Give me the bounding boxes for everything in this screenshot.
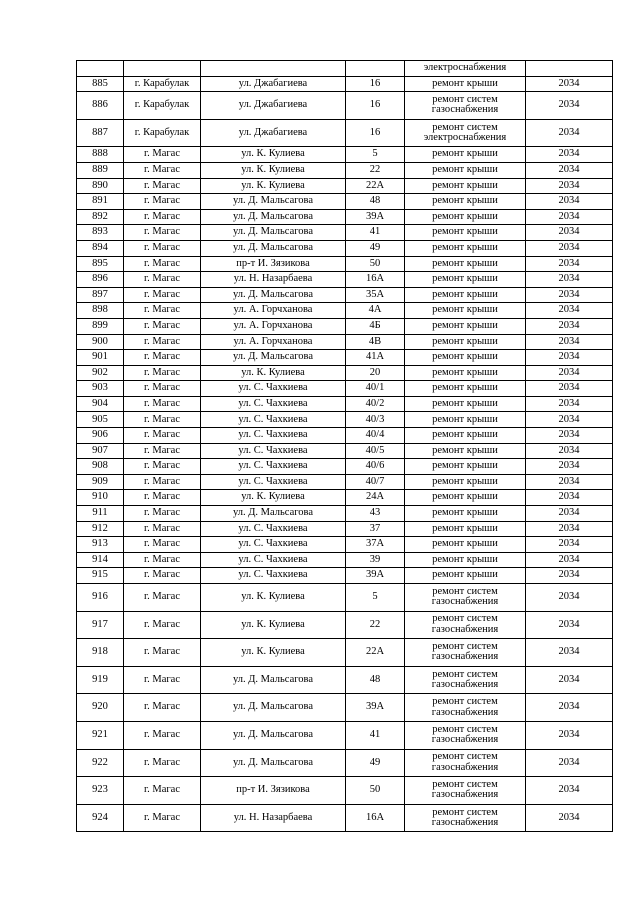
cell-city: г. Магас [124, 194, 201, 210]
cell-number: 909 [77, 474, 124, 490]
cell-work-type: ремонт крыши [405, 287, 526, 303]
table-row [77, 777, 613, 805]
cell-street: ул. Д. Мальсагова [201, 749, 346, 777]
cell-year: 2034 [526, 240, 613, 256]
cell-house: 4А [346, 303, 405, 319]
cell-house: 48 [346, 194, 405, 210]
cell-work-type: электроснабжения [405, 61, 526, 77]
cell-city: г. Магас [124, 749, 201, 777]
table-row [77, 584, 613, 612]
cell-city: г. Магас [124, 209, 201, 225]
cell-number: 897 [77, 287, 124, 303]
cell-house: 5 [346, 584, 405, 612]
cell-house: 37 [346, 521, 405, 537]
table-row [77, 490, 613, 506]
cell-street: ул. С. Чахкиева [201, 521, 346, 537]
cell-street: ул. С. Чахкиева [201, 412, 346, 428]
cell-work-type: ремонт крыши [405, 474, 526, 490]
cell-street: ул. Д. Мальсагова [201, 721, 346, 749]
table-row [77, 521, 613, 537]
cell-street: ул. Д. Мальсагова [201, 194, 346, 210]
cell-street: ул. К. Кулиева [201, 162, 346, 178]
cell-city: г. Магас [124, 381, 201, 397]
table-row [77, 194, 613, 210]
cell-street: ул. К. Кулиева [201, 611, 346, 639]
cell-number: 910 [77, 490, 124, 506]
table-row [77, 428, 613, 444]
table-row [77, 334, 613, 350]
cell-house: 39А [346, 694, 405, 722]
cell-year: 2034 [526, 443, 613, 459]
cell-work-type: ремонт крыши [405, 365, 526, 381]
table-row [77, 381, 613, 397]
cell-work-type: ремонт систем газоснабжения [405, 749, 526, 777]
table-row [77, 396, 613, 412]
cell-work-type: ремонт систем газоснабжения [405, 611, 526, 639]
cell-work-type: ремонт крыши [405, 412, 526, 428]
table-row [77, 639, 613, 667]
cell-number: 886 [77, 92, 124, 120]
cell-year: 2034 [526, 459, 613, 475]
cell-work-type: ремонт крыши [405, 178, 526, 194]
cell-street: ул. К. Кулиева [201, 584, 346, 612]
table-body [77, 61, 613, 832]
cell-street: ул. С. Чахкиева [201, 474, 346, 490]
cell-house: 50 [346, 256, 405, 272]
cell-number: 894 [77, 240, 124, 256]
cell-work-type: ремонт крыши [405, 272, 526, 288]
cell-city: г. Магас [124, 474, 201, 490]
cell-number: 919 [77, 666, 124, 694]
cell-street: ул. С. Чахкиева [201, 459, 346, 475]
cell-city: г. Магас [124, 537, 201, 553]
cell-house: 41 [346, 721, 405, 749]
cell-street: ул. А. Горчханова [201, 303, 346, 319]
cell-number: 915 [77, 568, 124, 584]
table-row [77, 92, 613, 120]
table-row [77, 209, 613, 225]
cell-city: г. Магас [124, 459, 201, 475]
cell-house [346, 61, 405, 77]
cell-work-type: ремонт систем газоснабжения [405, 666, 526, 694]
cell-year: 2034 [526, 506, 613, 522]
table-row [77, 350, 613, 366]
cell-work-type: ремонт крыши [405, 209, 526, 225]
cell-year [526, 61, 613, 77]
cell-city: г. Магас [124, 611, 201, 639]
cell-house: 40/1 [346, 381, 405, 397]
cell-year: 2034 [526, 611, 613, 639]
cell-street: ул. Н. Назарбаева [201, 804, 346, 832]
cell-number: 899 [77, 318, 124, 334]
cell-city: г. Магас [124, 334, 201, 350]
cell-number: 885 [77, 76, 124, 92]
table-row [77, 721, 613, 749]
cell-street: ул. Джабагиева [201, 76, 346, 92]
cell-year: 2034 [526, 552, 613, 568]
cell-year: 2034 [526, 209, 613, 225]
cell-number: 888 [77, 147, 124, 163]
cell-house: 40/6 [346, 459, 405, 475]
cell-year: 2034 [526, 334, 613, 350]
cell-street: ул. Д. Мальсагова [201, 287, 346, 303]
cell-year: 2034 [526, 194, 613, 210]
cell-street: ул. А. Горчханова [201, 334, 346, 350]
cell-work-type: ремонт крыши [405, 350, 526, 366]
cell-work-type: ремонт крыши [405, 396, 526, 412]
cell-number: 912 [77, 521, 124, 537]
cell-street: ул. Д. Мальсагова [201, 240, 346, 256]
cell-house: 40/3 [346, 412, 405, 428]
cell-year: 2034 [526, 147, 613, 163]
cell-city: г. Магас [124, 412, 201, 428]
cell-year: 2034 [526, 396, 613, 412]
cell-work-type: ремонт систем газоснабжения [405, 721, 526, 749]
cell-street: ул. Д. Мальсагова [201, 225, 346, 241]
cell-street: ул. Джабагиева [201, 119, 346, 147]
cell-city: г. Магас [124, 147, 201, 163]
cell-house: 41 [346, 225, 405, 241]
table-row [77, 506, 613, 522]
table-row [77, 459, 613, 475]
cell-work-type: ремонт крыши [405, 303, 526, 319]
cell-street: ул. Д. Мальсагова [201, 666, 346, 694]
cell-year: 2034 [526, 428, 613, 444]
cell-city: г. Магас [124, 639, 201, 667]
cell-house: 22 [346, 162, 405, 178]
cell-number: 911 [77, 506, 124, 522]
cell-number: 891 [77, 194, 124, 210]
cell-city: г. Магас [124, 666, 201, 694]
cell-city: г. Магас [124, 694, 201, 722]
table-row [77, 412, 613, 428]
cell-house: 22 [346, 611, 405, 639]
table-row [77, 474, 613, 490]
cell-work-type: ремонт систем газоснабжения [405, 639, 526, 667]
cell-number: 900 [77, 334, 124, 350]
table-row [77, 240, 613, 256]
cell-house: 22А [346, 639, 405, 667]
cell-year: 2034 [526, 694, 613, 722]
cell-work-type: ремонт крыши [405, 506, 526, 522]
cell-work-type: ремонт систем газоснабжения [405, 92, 526, 120]
cell-number: 901 [77, 350, 124, 366]
cell-year: 2034 [526, 804, 613, 832]
cell-street: ул. С. Чахкиева [201, 568, 346, 584]
cell-city: г. Магас [124, 490, 201, 506]
cell-street: ул. К. Кулиева [201, 178, 346, 194]
cell-city [124, 61, 201, 77]
cell-city: г. Магас [124, 804, 201, 832]
cell-number: 918 [77, 639, 124, 667]
cell-street: пр-т И. Зязикова [201, 777, 346, 805]
cell-work-type: ремонт крыши [405, 256, 526, 272]
cell-house: 5 [346, 147, 405, 163]
cell-work-type: ремонт крыши [405, 428, 526, 444]
table-row [77, 365, 613, 381]
table-row [77, 611, 613, 639]
cell-house: 40/2 [346, 396, 405, 412]
cell-year: 2034 [526, 287, 613, 303]
table-row [77, 147, 613, 163]
cell-year: 2034 [526, 537, 613, 553]
cell-work-type: ремонт крыши [405, 537, 526, 553]
cell-street: пр-т И. Зязикова [201, 256, 346, 272]
cell-house: 4В [346, 334, 405, 350]
data-table [76, 60, 613, 832]
cell-city: г. Магас [124, 552, 201, 568]
cell-house: 40/4 [346, 428, 405, 444]
cell-city: г. Магас [124, 240, 201, 256]
cell-work-type: ремонт систем газоснабжения [405, 584, 526, 612]
cell-city: г. Магас [124, 506, 201, 522]
cell-city: г. Магас [124, 225, 201, 241]
cell-city: г. Магас [124, 318, 201, 334]
table-row [77, 119, 613, 147]
cell-work-type: ремонт крыши [405, 381, 526, 397]
cell-year: 2034 [526, 474, 613, 490]
cell-house: 16А [346, 272, 405, 288]
cell-number: 904 [77, 396, 124, 412]
cell-work-type: ремонт систем газоснабжения [405, 804, 526, 832]
cell-work-type: ремонт крыши [405, 318, 526, 334]
cell-work-type: ремонт систем электроснабжения [405, 119, 526, 147]
cell-street: ул. Д. Мальсагова [201, 209, 346, 225]
cell-house: 4Б [346, 318, 405, 334]
cell-house: 16А [346, 804, 405, 832]
cell-street: ул. Д. Мальсагова [201, 506, 346, 522]
cell-year: 2034 [526, 568, 613, 584]
cell-number: 923 [77, 777, 124, 805]
cell-city: г. Магас [124, 287, 201, 303]
cell-number: 893 [77, 225, 124, 241]
cell-number: 922 [77, 749, 124, 777]
cell-number: 908 [77, 459, 124, 475]
cell-city: г. Магас [124, 256, 201, 272]
cell-house: 37А [346, 537, 405, 553]
cell-number: 895 [77, 256, 124, 272]
cell-street: ул. А. Горчханова [201, 318, 346, 334]
cell-city: г. Карабулак [124, 92, 201, 120]
cell-work-type: ремонт систем газоснабжения [405, 777, 526, 805]
cell-street: ул. С. Чахкиева [201, 443, 346, 459]
cell-work-type: ремонт крыши [405, 147, 526, 163]
cell-city: г. Магас [124, 365, 201, 381]
cell-work-type: ремонт крыши [405, 459, 526, 475]
cell-year: 2034 [526, 92, 613, 120]
cell-year: 2034 [526, 119, 613, 147]
table-row [77, 287, 613, 303]
cell-house: 50 [346, 777, 405, 805]
cell-year: 2034 [526, 639, 613, 667]
cell-house: 24А [346, 490, 405, 506]
cell-number: 902 [77, 365, 124, 381]
cell-work-type: ремонт систем газоснабжения [405, 694, 526, 722]
cell-year: 2034 [526, 178, 613, 194]
cell-street: ул. К. Кулиева [201, 365, 346, 381]
cell-house: 48 [346, 666, 405, 694]
cell-street [201, 61, 346, 77]
cell-city: г. Магас [124, 272, 201, 288]
cell-street: ул. С. Чахкиева [201, 381, 346, 397]
cell-work-type: ремонт крыши [405, 568, 526, 584]
cell-work-type: ремонт крыши [405, 194, 526, 210]
cell-house: 22А [346, 178, 405, 194]
cell-year: 2034 [526, 272, 613, 288]
cell-house: 49 [346, 749, 405, 777]
cell-year: 2034 [526, 721, 613, 749]
table-row-continuation [77, 61, 613, 77]
cell-street: ул. К. Кулиева [201, 147, 346, 163]
cell-street: ул. К. Кулиева [201, 490, 346, 506]
cell-year: 2034 [526, 303, 613, 319]
table-row [77, 162, 613, 178]
cell-street: ул. С. Чахкиева [201, 396, 346, 412]
table-row [77, 76, 613, 92]
cell-work-type: ремонт крыши [405, 521, 526, 537]
cell-street: ул. Д. Мальсагова [201, 694, 346, 722]
cell-house: 16 [346, 92, 405, 120]
cell-house: 39А [346, 209, 405, 225]
table-row [77, 303, 613, 319]
cell-number: 905 [77, 412, 124, 428]
cell-house: 49 [346, 240, 405, 256]
cell-number: 921 [77, 721, 124, 749]
cell-street: ул. К. Кулиева [201, 639, 346, 667]
cell-work-type: ремонт крыши [405, 240, 526, 256]
cell-city: г. Карабулак [124, 119, 201, 147]
cell-year: 2034 [526, 381, 613, 397]
cell-house: 39А [346, 568, 405, 584]
cell-city: г. Магас [124, 162, 201, 178]
cell-year: 2034 [526, 350, 613, 366]
table-row [77, 552, 613, 568]
table-row [77, 568, 613, 584]
cell-city: г. Магас [124, 443, 201, 459]
cell-number [77, 61, 124, 77]
cell-number: 907 [77, 443, 124, 459]
cell-year: 2034 [526, 777, 613, 805]
cell-work-type: ремонт крыши [405, 225, 526, 241]
cell-city: г. Магас [124, 584, 201, 612]
cell-city: г. Магас [124, 568, 201, 584]
cell-number: 906 [77, 428, 124, 444]
table-row [77, 272, 613, 288]
cell-street: ул. Д. Мальсагова [201, 350, 346, 366]
cell-year: 2034 [526, 749, 613, 777]
cell-number: 889 [77, 162, 124, 178]
cell-number: 887 [77, 119, 124, 147]
table-row [77, 537, 613, 553]
cell-number: 892 [77, 209, 124, 225]
cell-number: 913 [77, 537, 124, 553]
cell-city: г. Магас [124, 777, 201, 805]
cell-work-type: ремонт крыши [405, 334, 526, 350]
cell-street: ул. С. Чахкиева [201, 537, 346, 553]
cell-city: г. Магас [124, 178, 201, 194]
cell-year: 2034 [526, 490, 613, 506]
cell-number: 917 [77, 611, 124, 639]
table-row [77, 256, 613, 272]
cell-house: 20 [346, 365, 405, 381]
cell-year: 2034 [526, 584, 613, 612]
cell-number: 914 [77, 552, 124, 568]
cell-work-type: ремонт крыши [405, 76, 526, 92]
cell-house: 16 [346, 119, 405, 147]
table-row [77, 804, 613, 832]
cell-number: 916 [77, 584, 124, 612]
cell-house: 16 [346, 76, 405, 92]
cell-number: 920 [77, 694, 124, 722]
cell-city: г. Магас [124, 350, 201, 366]
table-row [77, 443, 613, 459]
cell-city: г. Магас [124, 521, 201, 537]
table-row [77, 178, 613, 194]
cell-house: 40/5 [346, 443, 405, 459]
table-row [77, 318, 613, 334]
cell-house: 35А [346, 287, 405, 303]
cell-year: 2034 [526, 666, 613, 694]
cell-house: 40/7 [346, 474, 405, 490]
cell-year: 2034 [526, 162, 613, 178]
cell-year: 2034 [526, 225, 613, 241]
cell-work-type: ремонт крыши [405, 443, 526, 459]
table-row [77, 666, 613, 694]
cell-year: 2034 [526, 318, 613, 334]
cell-house: 43 [346, 506, 405, 522]
cell-city: г. Магас [124, 428, 201, 444]
cell-city: г. Магас [124, 396, 201, 412]
cell-work-type: ремонт крыши [405, 162, 526, 178]
cell-work-type: ремонт крыши [405, 552, 526, 568]
cell-street: ул. С. Чахкиева [201, 428, 346, 444]
cell-number: 896 [77, 272, 124, 288]
cell-year: 2034 [526, 76, 613, 92]
cell-street: ул. Джабагиева [201, 92, 346, 120]
cell-number: 890 [77, 178, 124, 194]
cell-number: 898 [77, 303, 124, 319]
table-row [77, 749, 613, 777]
table-row [77, 225, 613, 241]
cell-year: 2034 [526, 365, 613, 381]
cell-city: г. Магас [124, 721, 201, 749]
cell-number: 903 [77, 381, 124, 397]
cell-year: 2034 [526, 412, 613, 428]
table-row [77, 694, 613, 722]
cell-year: 2034 [526, 256, 613, 272]
cell-city: г. Карабулак [124, 76, 201, 92]
cell-year: 2034 [526, 521, 613, 537]
cell-house: 39 [346, 552, 405, 568]
cell-city: г. Магас [124, 303, 201, 319]
cell-street: ул. Н. Назарбаева [201, 272, 346, 288]
cell-work-type: ремонт крыши [405, 490, 526, 506]
cell-number: 924 [77, 804, 124, 832]
cell-street: ул. С. Чахкиева [201, 552, 346, 568]
cell-house: 41А [346, 350, 405, 366]
